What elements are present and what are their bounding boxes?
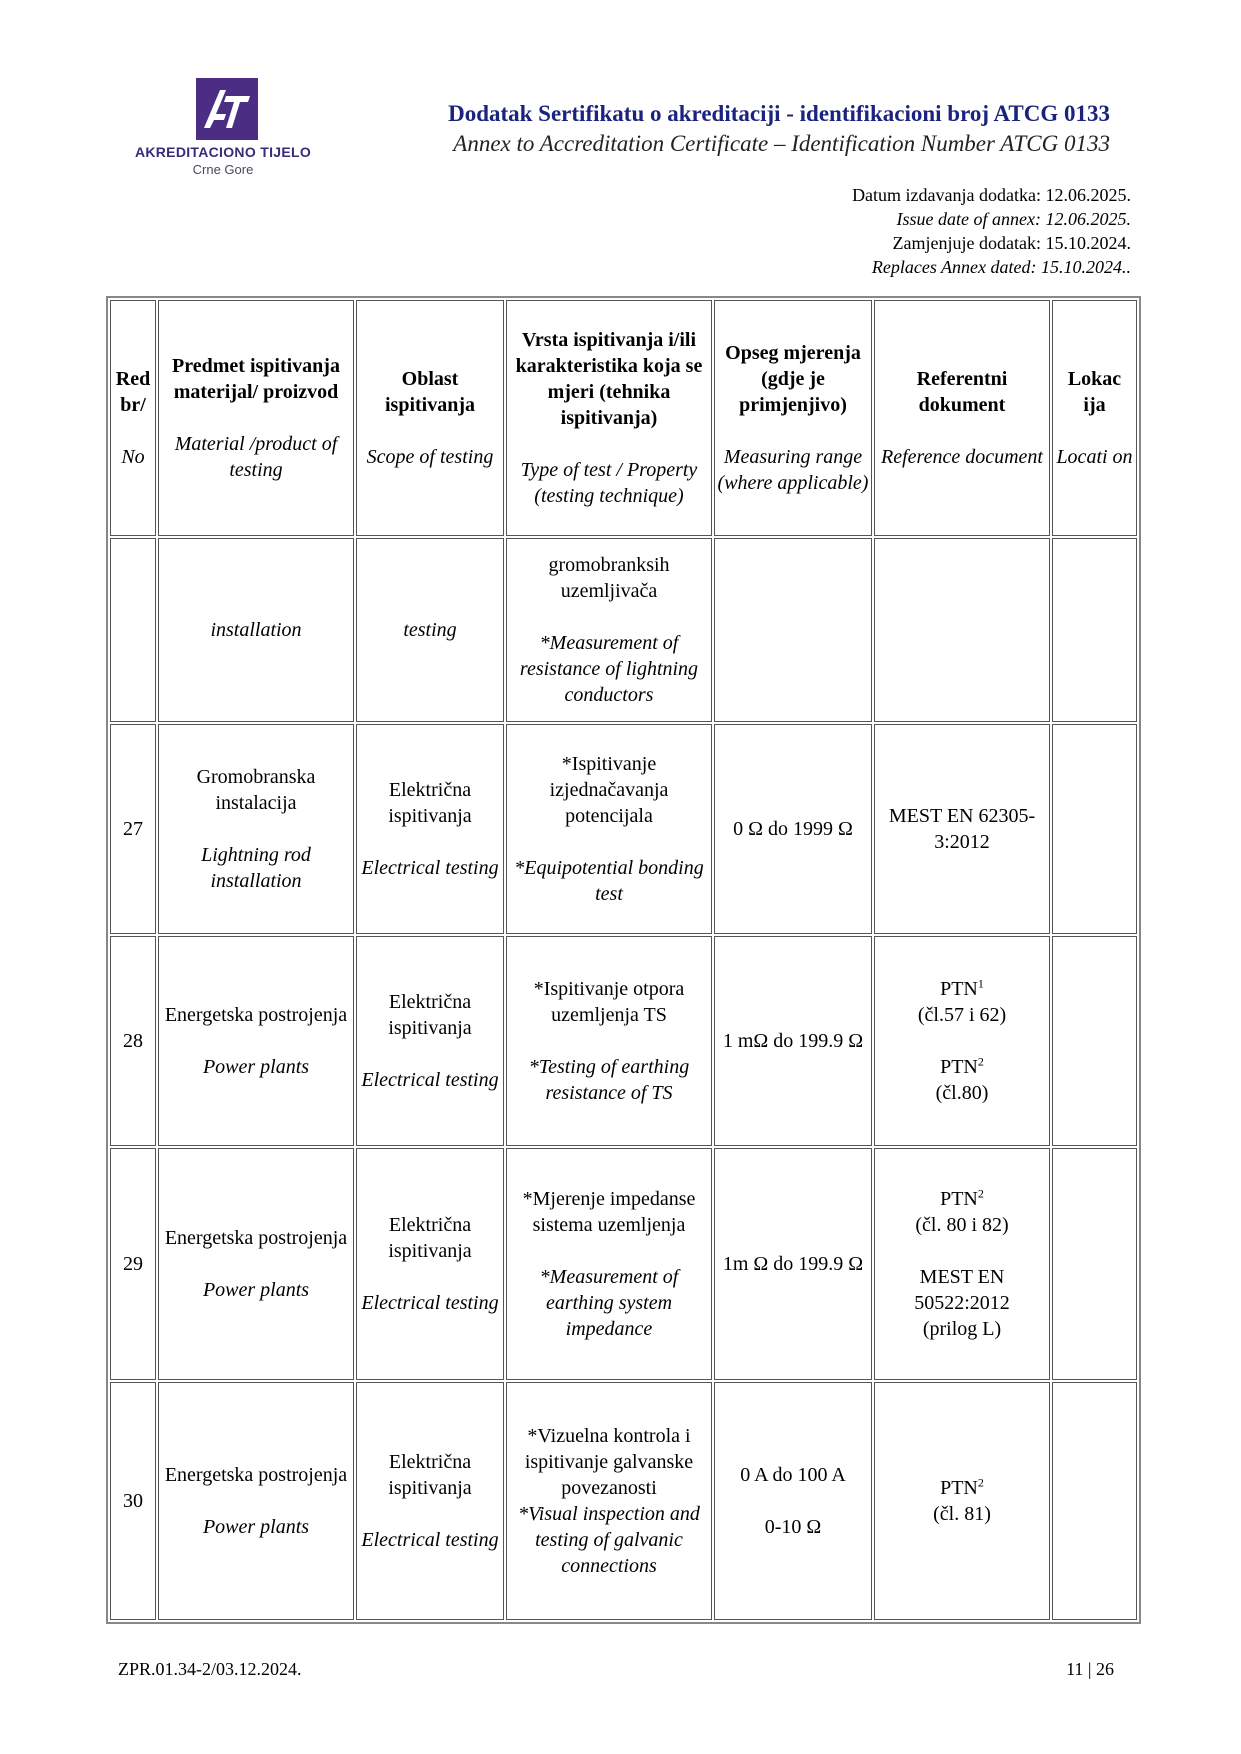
header-range: Opseg mjerenja (gdje je primjenjivo) Measuring range (where applicable) [714, 300, 872, 536]
cell-range [714, 538, 872, 722]
document-subtitle: Annex to Accreditation Certificate – Identification Number ATCG 0133 [453, 131, 1110, 156]
cell-location [1052, 1148, 1137, 1380]
cell-reference: PTN$^1$ (čl.57 i 62) PTN$^2$ (čl.80) [874, 936, 1050, 1146]
table-row [110, 1382, 1137, 1620]
cell-scope: testing [356, 538, 504, 722]
header-reference: Referentni dokument Reference document [874, 300, 1050, 536]
accreditation-logo [118, 78, 328, 178]
cell-material: Energetska postrojenja Power plants [158, 1148, 354, 1380]
cell-location [1052, 936, 1137, 1146]
annex-dates [600, 183, 1131, 279]
cell-range: 1m Ω do 199.9 Ω [714, 1148, 872, 1380]
cell-location [1052, 724, 1137, 934]
table-header-row [110, 300, 1137, 536]
cell-reference: PTN$^2$ (čl. 80 i 82) MEST EN 50522:2012 (prilog L) [874, 1148, 1050, 1380]
header-location: Lokac ija Locati on [1052, 300, 1137, 536]
cell-no: 28 [110, 936, 156, 1146]
cell-location [1052, 538, 1137, 722]
cell-material: Energetska postrojenja Power plants [158, 936, 354, 1146]
cell-material: Energetska postrojenja Power plants [158, 1382, 354, 1620]
cell-type: *Ispitivanje otpora uzemljenja TS *Testing of earthing resistance of TS [506, 936, 712, 1146]
cell-material: Gromobranska instalacija Lightning rod installation [158, 724, 354, 934]
logo-mark-icon [196, 78, 258, 140]
logo-subtitle: Crne Gore [192, 162, 254, 177]
cell-no: 30 [110, 1382, 156, 1620]
header-material: Predmet ispitivanja materijal/ proizvod Material /product of testing [158, 300, 354, 536]
cell-reference: MEST EN 62305-3:2012 [874, 724, 1050, 934]
cell-reference: PTN$^2$ (čl. 81) [874, 1382, 1050, 1620]
table-row-continued [110, 538, 1137, 722]
table-row [110, 724, 1137, 934]
header-type: Vrsta ispitivanja i/ili karakteristika koja se mjeri (tehnika ispitivanja) Type of test / Property (testing technique) [506, 300, 712, 536]
accreditation-scope-table [106, 296, 1141, 1624]
document-title: Dodatak Sertifikatu o akreditaciji - identifikacioni broj ATCG 0133 [448, 101, 1110, 126]
cell-scope: Električna ispitivanja Electrical testing [356, 936, 504, 1146]
header-no: Red br/ No [110, 300, 156, 536]
cell-type: *Ispitivanje izjednačavanja potencijala *Equipotential bonding test [506, 724, 712, 934]
cell-range: 0 Ω do 1999 Ω [714, 724, 872, 934]
cell-range: 1 mΩ do 199.9 Ω [714, 936, 872, 1146]
footer-page-number: 11 | 26 [1066, 1659, 1114, 1679]
footer-document-code: ZPR.01.34-2/03.12.2024. [118, 1659, 302, 1679]
cell-type: gromobranksih uzemljivača *Measurement of resistance of lightning conductors [506, 538, 712, 722]
cell-type: *Mjerenje impedanse sistema uzemljenja *Measurement of earthing system impedance [506, 1148, 712, 1380]
table-row [110, 936, 1137, 1146]
cell-type: *Vizuelna kontrola i ispitivanje galvanske povezanosti *Visual inspection and testing of galvanic connections [506, 1382, 712, 1620]
cell-no: 27 [110, 724, 156, 934]
cell-material: installation [158, 538, 354, 722]
issue-date-me: Datum izdavanja dodatka: 12.06.2025. [852, 185, 1131, 205]
cell-scope: Električna ispitivanja Electrical testing [356, 1148, 504, 1380]
cell-location [1052, 1382, 1137, 1620]
cell-no: 29 [110, 1148, 156, 1380]
cell-reference [874, 538, 1050, 722]
replaces-date-en: Replaces Annex dated: 15.10.2024.. [871, 257, 1131, 277]
cell-scope: Električna ispitivanja Electrical testing [356, 724, 504, 934]
cell-no [110, 538, 156, 722]
cell-range: 0 A do 100 A 0-10 Ω [714, 1382, 872, 1620]
issue-date-en: Issue date of annex: 12.06.2025. [896, 209, 1131, 229]
replaces-date-me: Zamjenjuje dodatak: 15.10.2024. [892, 233, 1131, 253]
header-scope: Oblast ispitivanja Scope of testing [356, 300, 504, 536]
logo-name: AKREDITACIONO TIJELO [134, 144, 312, 160]
table-row [110, 1148, 1137, 1380]
cell-scope: Električna ispitivanja Electrical testing [356, 1382, 504, 1620]
